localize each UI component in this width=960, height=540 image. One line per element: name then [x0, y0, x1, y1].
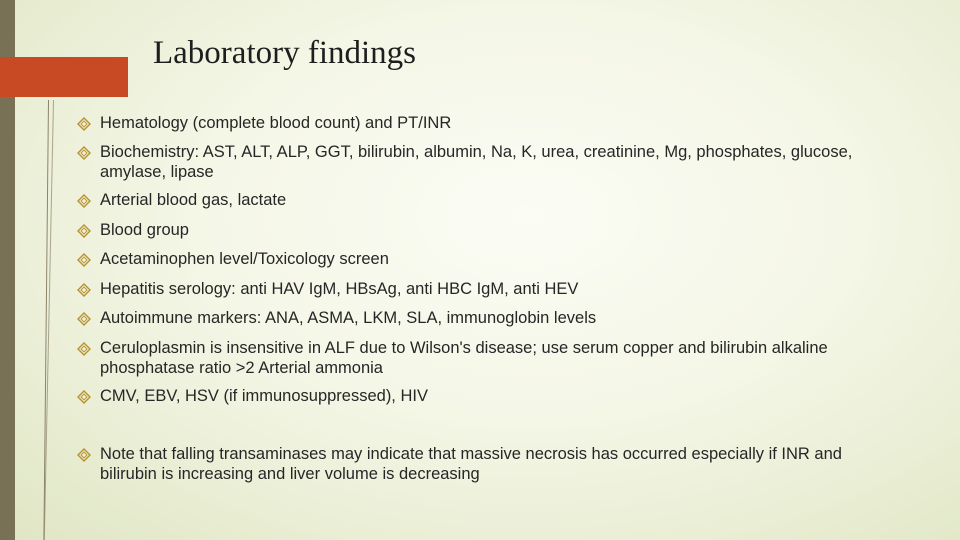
diamond-outline-icon: [77, 117, 91, 131]
list-item: [77, 387, 897, 407]
list-item: [77, 339, 897, 378]
list-item: [77, 114, 897, 134]
list-item: [77, 445, 897, 484]
diamond-outline-icon: [77, 342, 91, 356]
list-item: [77, 143, 897, 182]
list-item-text: CMV, EBV, HSV (if immunosuppressed), HIV: [100, 387, 428, 405]
list-item-text: Acetaminophen level/Toxicology screen: [100, 250, 389, 268]
diamond-outline-icon: [77, 224, 91, 238]
list-item-text: Hepatitis serology: anti HAV IgM, HBsAg, anti HBC IgM, anti HEV: [100, 280, 579, 298]
list-item-text: Arterial blood gas, lactate: [100, 191, 287, 209]
list-item-text: Autoimmune markers: ANA, ASMA, LKM, SLA, immunoglobin levels: [100, 309, 597, 327]
list-item-text: Note that falling transaminases may indicate that massive necrosis has occurred especially if INR and bilirubin is increasing and liver volume is decreasing: [100, 445, 842, 483]
diamond-outline-icon: [77, 390, 91, 404]
list-item-text: Blood group: [100, 221, 189, 239]
diamond-outline-icon: [77, 253, 91, 267]
diamond-outline-icon: [77, 194, 91, 208]
list-item: [77, 191, 897, 211]
list-item-text: Biochemistry: AST, ALT, ALP, GGT, bilirubin, albumin, Na, K, urea, creatinine, Mg, phosphates, glucose, amylase, lipase: [100, 143, 853, 181]
list-item-text: Ceruloplasmin is insensitive in ALF due to Wilson's disease; use serum copper and bilirubin alkaline phosphatase ratio >2 Arterial ammonia: [100, 339, 828, 377]
diamond-outline-icon: [77, 283, 91, 297]
list-item: [77, 280, 897, 300]
diamond-outline-icon: [77, 312, 91, 326]
diamond-outline-icon: [77, 448, 91, 462]
slide-title: Laboratory findings: [153, 35, 417, 71]
list-item: [77, 309, 897, 329]
title-accent-block: [0, 57, 128, 97]
diamond-outline-icon: [77, 146, 91, 160]
list-item: [77, 250, 897, 270]
list-item: [77, 221, 897, 241]
list-item-text: Hematology (complete blood count) and PT/INR: [100, 114, 452, 132]
